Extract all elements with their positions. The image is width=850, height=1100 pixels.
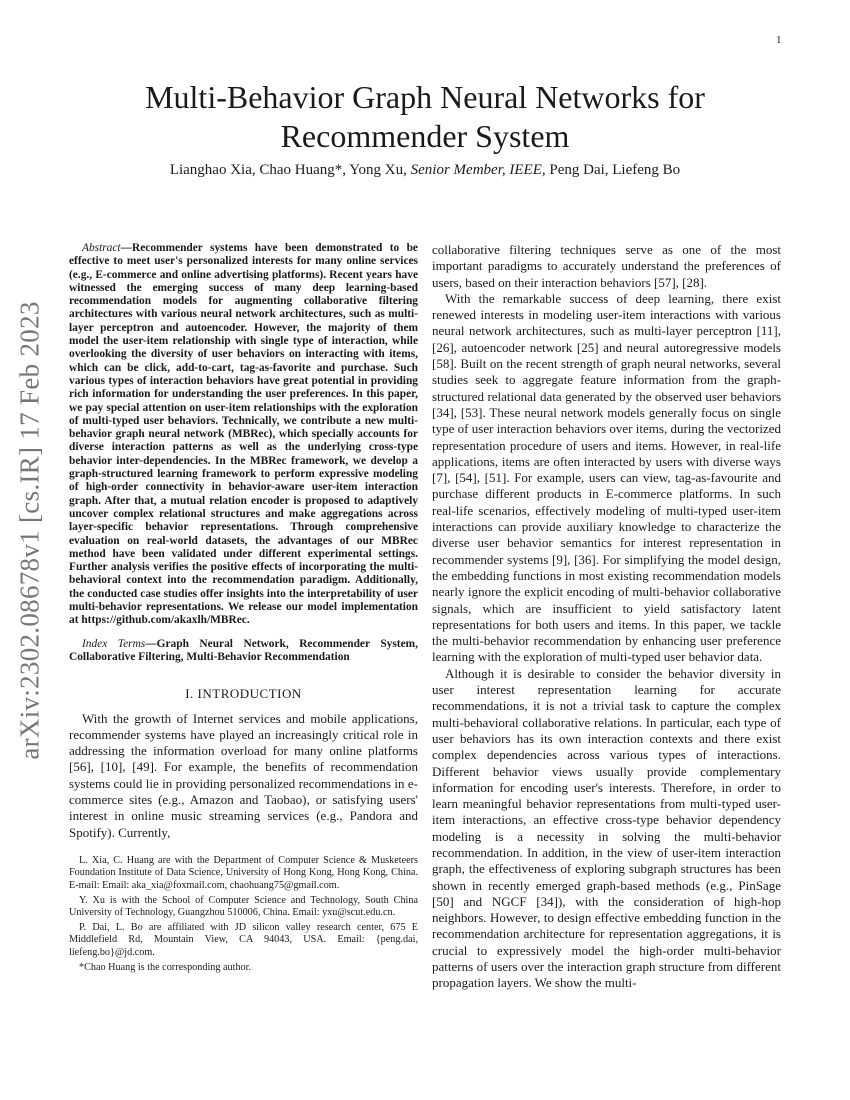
footnote-corresponding-author: *Chao Huang is the corresponding author. (79, 961, 252, 973)
intro-paragraph-1-continued: collaborative filtering techniques serve as one of the most important paradigms to accurately understand the preferences of users, based on their interaction behaviors [57], [28]. (432, 242, 781, 290)
intro-paragraph-2: With the remarkable success of deep learning, there exist renewed interests in modeling user-item interactions with various neural network architectures, such as multi-layer perceptron [11], [26], autoencoder network [25] and neural autoregressive models [58]. Built on the recent strength of graph neural networks, several studies seek to aggregate feature information from the graph-structured relational data generated by the observed user behaviors [34], [53]. These neural network models generally focus on single type of user interaction behaviors over items, during the vectorized representation procedure of users and items. However, in real-life applications, items are often interacted by users with diverse ways [7], [54], [51]. For example, users can view, tag-as-favourite and purchase different products in E-commerce platforms. In such real-life scenarios, effectively modeling of multi-typed user-item interactions can provide auxiliary knowledge to characterize the diverse user behavior semantics for interest representation in recommender systems [9], [36]. For simplifying the model design, the embedding functions in most existing recommendation models nearly ignore the explicit encoding of multi-behavior collaborative signals, which are insufficient to yield satisfactory latent representations for both users and items. In this paper, we tackle the multi-behavior recommendation by enhancing user preference learning with the exploration of multi-typed user behavior data. (432, 290, 781, 665)
authors-role: Senior Member, IEEE (410, 162, 542, 178)
footnote-affiliation-3: P. Dai, L. Bo are affiliated with JD silicon valley research center, 675 E Middlefield Rd, Mountain View, CA 94043, USA. Email: {peng.dai, liefeng.bo}@jd.com. (69, 921, 418, 959)
abstract-lead: Abstract (82, 242, 121, 254)
paper-title: Multi-Behavior Graph Neural Networks for Recommender System (145, 79, 705, 154)
footnotes (69, 855, 418, 974)
section-heading-introduction: I. INTRODUCTION (185, 686, 302, 702)
index-terms (69, 638, 418, 665)
arxiv-identifier[interactable]: arXiv:2302.08678v1 [cs.IR] 17 Feb 2023 (14, 300, 45, 760)
abstract (69, 242, 418, 628)
intro-paragraph-3: Although it is desirable to consider the behavior diversity in user interest representation learning for accurate recommendations, it is not a trivial task to capture the complex multi-behavioral collaborative relations. In particular, each type of user behaviors has its own interaction contexts and there exist complex dependencies across various types of interactions. Different behavior views usually provide complementary information for encoding user's interests. Therefore, in order to learn meaningful behavior representations from multi-typed user-item interactions, an effective cross-type behavior dependency modeling is a necessity in solving the multi-behavior recommendation. In addition, in the view of user-item interaction graph, the effectiveness of exploring subgraph structures has been shown in recently emerged graph-based methods (e.g., PinSage [50] and NGCF [34]), with the consideration of high-hop neighbors. However, to design effective embedding function in the recommendation architecture for representation aggregations, it is crucial to expressively model the high-order multi-behavior patterns of users over the interaction graph structure from different propagation layers. We show the multi- (432, 665, 781, 991)
authors-part-2: , Peng Dai, Liefeng Bo (541, 162, 681, 178)
footnote-affiliation-1: L. Xia, C. Huang are with the Department of Computer Science & Musketeers Foundation Institute of Data Science, University of Hong Kong, Hong Kong, China. E-mail: Email: aka_xia@foxmail.com, chaohuang75@gmail.com. (69, 854, 418, 892)
right-column (432, 242, 781, 992)
index-terms-text: —Graph Neural Network, Recommender System, Collaborative Filtering, Multi-Behavior Recommendation (69, 637, 418, 663)
abstract-text: —Recommender systems have been demonstrated to be effective to meet user's personalized interests for many online services (e.g., E-commerce and online advertising platforms). Recent years have witnessed the emerging success of many deep learning-based recommendation models for augmenting collaborative filtering architectures with various neural network architectures, such as multi-layer perceptron and autoencoder. However, the majority of them model the user-item relationship with single type of interaction, while overlooking the diversity of user behaviors on interacting with items, which can be click, add-to-cart, tag-as-favorite and purchase. Such various types of interaction behaviors have great potential in providing rich information for understanding the user preferences. In this paper, we pay special attention on user-item relationships with the exploration of multi-typed user behaviors. Technically, we contribute a new multi-behavior graph neural network (MBRec), which specially accounts for diverse interaction patterns as well as the underlying cross-type behavior inter-dependencies. In the MBRec framework, we develop a graph-structured learning framework to perform expressive modeling of high-order connectivity in behavior-aware user-item interaction graph. After that, a mutual relation encoder is proposed to adaptively uncover complex relational structures and make aggregations across layer-specific behavior representations. Through comprehensive evaluation on real-world datasets, the advantages of our MBRec method have been validated under different experimental settings. Further analysis verifies the positive effects of incorporating the multi-behavioral context into the recommendation paradigm. Additionally, the conducted case studies offer insights into the interpretability of user multi-behavior representations. We release our model implementation at https://github.com/akaxlh/MBRec. (69, 242, 418, 627)
footnote-affiliation-2: Y. Xu is with the School of Computer Science and Technology, South China University of Technology, Guangzhou 510006, China. Email: yxu@scut.edu.cn. (69, 894, 418, 919)
left-column (69, 242, 418, 976)
intro-paragraph-1: With the growth of Internet services and mobile applications, recommender systems have played an increasingly critical role in addressing the information overload for many online platforms [56], [10], [49]. For example, the benefits of recommendation systems could lie in providing personalized recommendations in e-commerce sites (e.g., Amazon and Taobao), or satisfying users' interest in online music streaming services (e.g., Pandora and Spotify). Currently, (69, 710, 418, 840)
author-list (70, 162, 780, 179)
index-terms-lead: Index Terms (82, 637, 146, 650)
arxiv-stamp (4, 300, 56, 760)
page-number: 1 (776, 34, 782, 46)
authors-part-1: Lianghao Xia, Chao Huang*, Yong Xu, (169, 162, 411, 178)
